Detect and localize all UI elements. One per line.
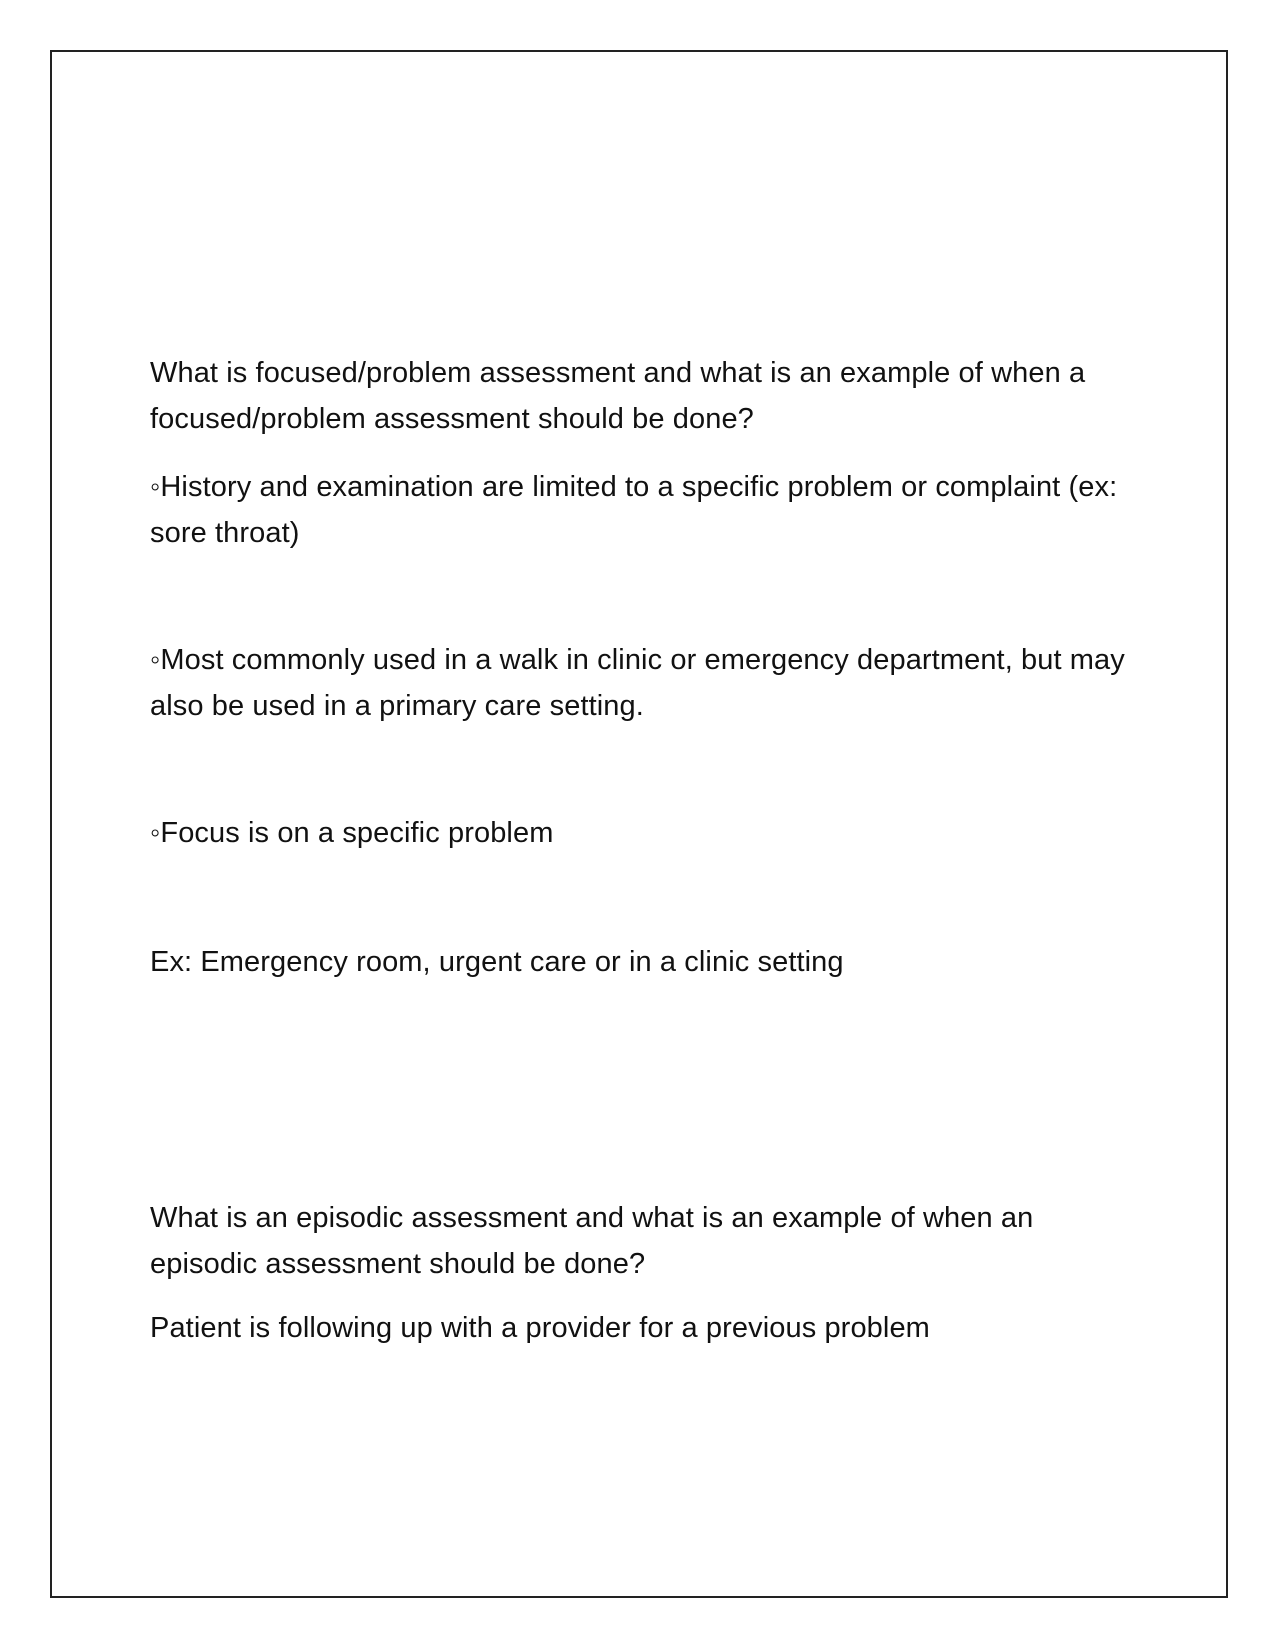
question-2-answer: Patient is following up with a provider for a previous problem (150, 1312, 930, 1344)
question-1-example: Ex: Emergency room, urgent care or in a clinic setting (150, 946, 844, 978)
point-text: Most commonly used in a walk in clinic or emergency department, but may also be used in a primary care setting. (150, 644, 1125, 722)
point-text: History and examination are limited to a specific problem or complaint (ex: sore throat) (150, 471, 1118, 549)
bullet-icon: ◦ (150, 817, 161, 849)
bullet-icon: ◦ (150, 644, 161, 676)
question-1-point-3 (150, 810, 1130, 856)
question-1-point-2 (150, 637, 1130, 729)
bullet-icon: ◦ (150, 471, 161, 503)
question-2-title: What is an episodic assessment and what is an example of when an episodic assessment should be done? (150, 1202, 1034, 1280)
point-text: Focus is on a specific problem (160, 817, 554, 849)
question-1-title: What is focused/problem assessment and what is an example of when a focused/problem assessment should be done? (150, 357, 1086, 435)
question-1-point-1 (150, 464, 1130, 556)
